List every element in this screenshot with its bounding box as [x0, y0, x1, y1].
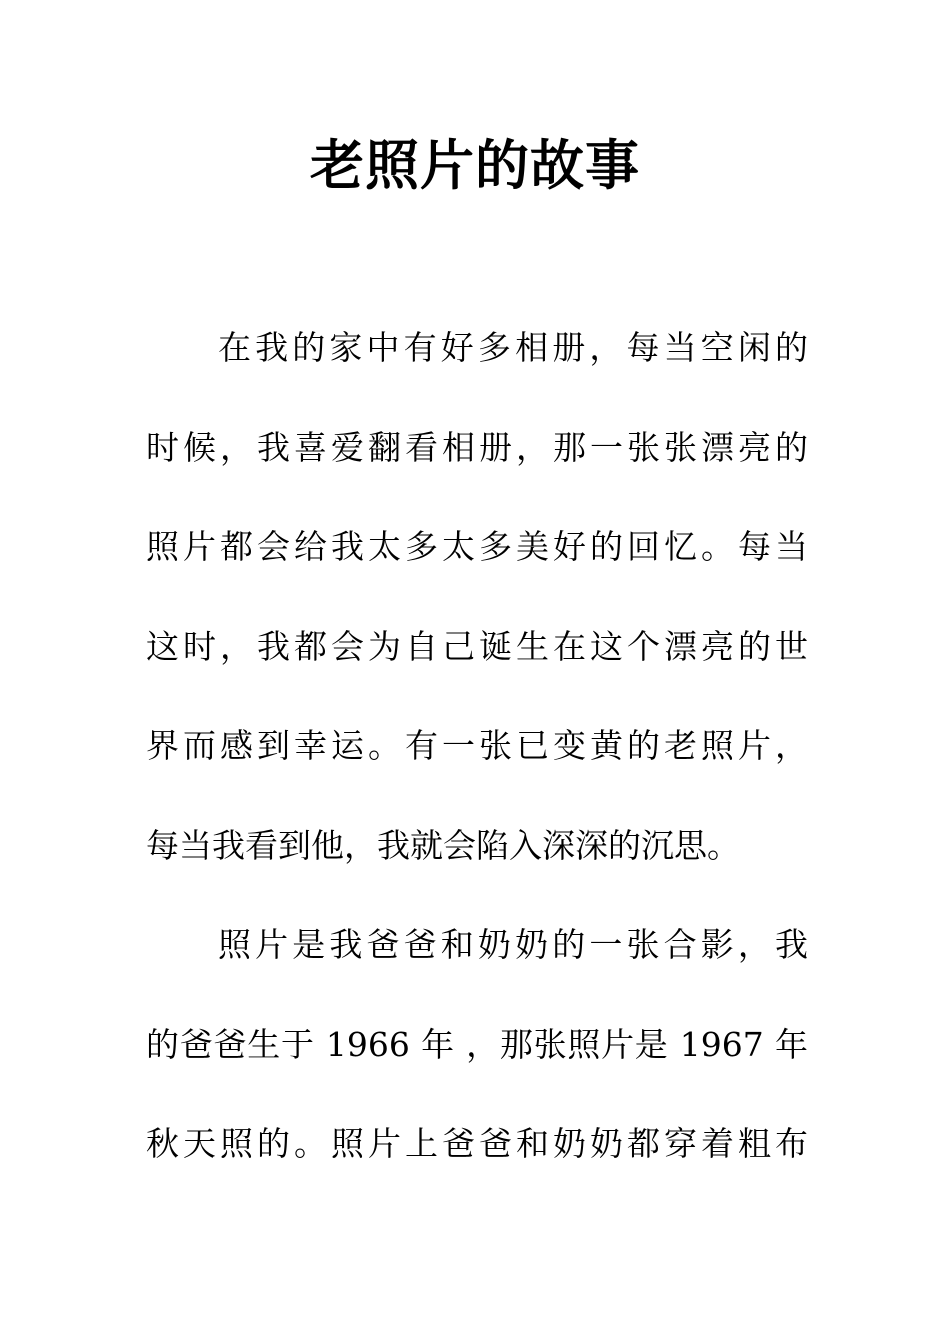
text-line-3: 照片都会给我太多太多美好的回忆。每当: [146, 527, 808, 566]
text-line-1: 在我的家中有好多相册，每当空闲的: [218, 328, 808, 367]
text-line-4: 这时，我都会为自己诞生在这个漂亮的世: [146, 626, 808, 666]
text-line-7: 照片是我爸爸和奶奶的一张合影，我: [218, 925, 808, 964]
text-line-5: 界而感到幸运。有一张已变黄的老照片，: [146, 726, 808, 765]
text-line-2: 时候，我喜爱翻看相册，那一张张漂亮的: [146, 427, 808, 467]
document-body: [146, 298, 808, 1194]
document-title: 老照片的故事: [310, 134, 640, 197]
text-line-6: 每当我看到他，我就会陷入深深的沉思。: [146, 825, 740, 865]
text-line-8: 的爸爸生于 1966 年 ，那张照片是 1967 年: [146, 1024, 808, 1064]
text-line-9: 秋天照的。照片上爸爸和奶奶都穿着粗布: [146, 1124, 808, 1163]
